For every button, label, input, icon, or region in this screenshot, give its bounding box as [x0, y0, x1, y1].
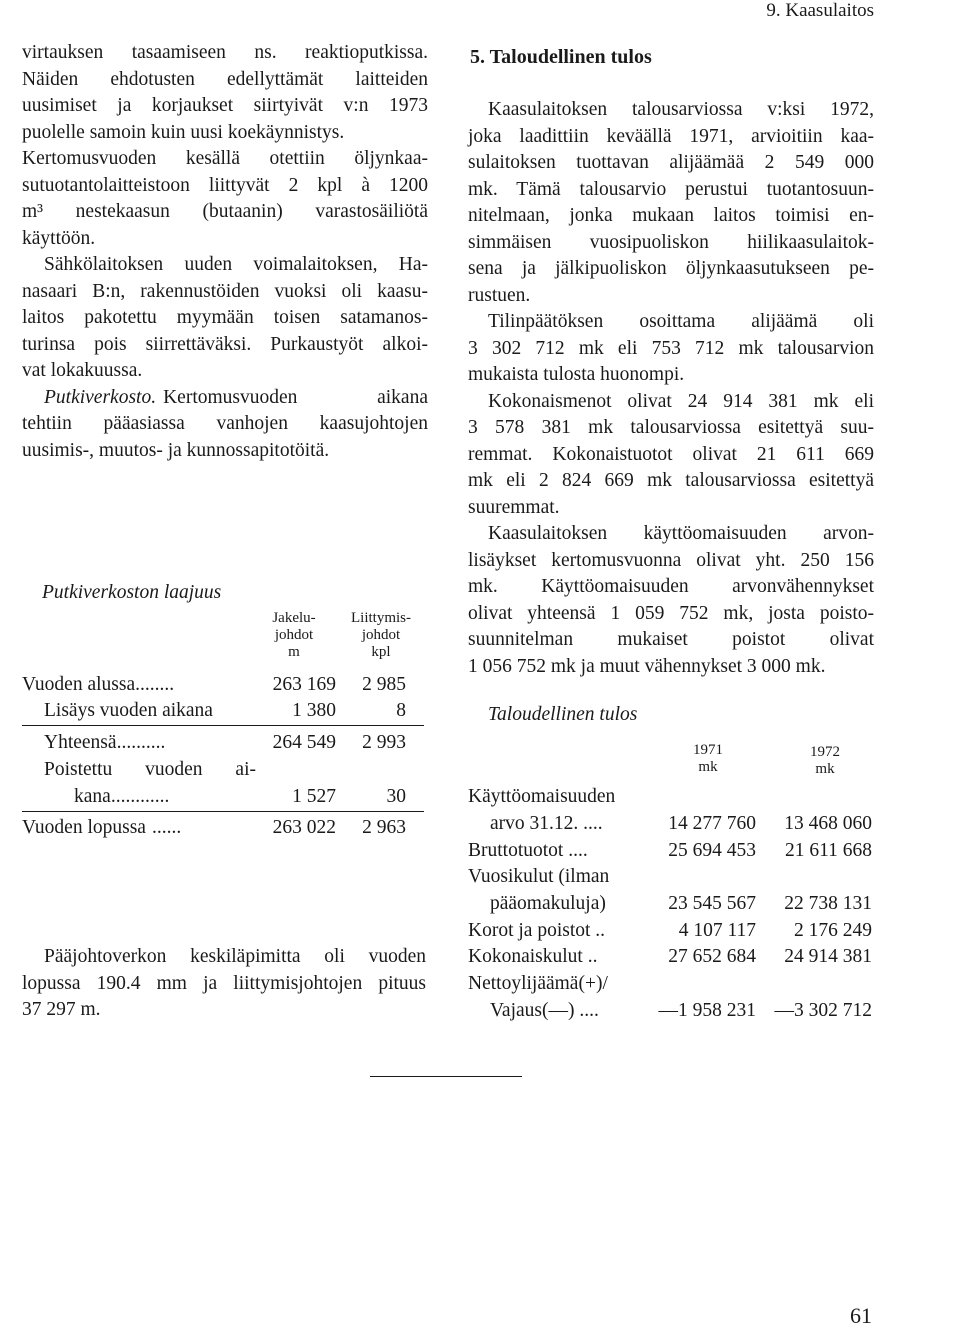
- text-line: 1 056 752 mk ja muut vähennykset 3 000 mk.: [468, 655, 826, 677]
- row-label: Vuosikulut (ilman: [468, 866, 610, 887]
- row-value-1971: 25 694 453: [668, 840, 756, 861]
- pipe-table-caption: Putkiverkoston laajuus: [42, 582, 222, 603]
- text-line: uusimiset ja korjaukset siirtyivät v:n 1973: [22, 95, 428, 116]
- row-value-1971: 23 545 567: [668, 893, 756, 914]
- table-rule: [22, 811, 424, 812]
- result-col1-header: [668, 742, 748, 776]
- row-value-1971: —1 958 231: [658, 1000, 756, 1021]
- row-value-1972: 2 176 249: [794, 920, 872, 941]
- header-line: 1972: [810, 744, 840, 760]
- row-label: Korot ja poistot ..: [468, 920, 606, 941]
- row-label: Nettoylijäämä(+)/: [468, 973, 608, 994]
- row-value-1972: 21 611 668: [784, 840, 872, 861]
- row-label: Yhteensä..........: [44, 732, 166, 753]
- row-value-jakelu: 263 022: [272, 817, 336, 838]
- text-line: nasaari B:n, rakennustöiden vuoksi oli kaasu-: [22, 280, 428, 302]
- table-row: [468, 918, 874, 944]
- header-line: m: [288, 644, 300, 660]
- header-line: Jakelu-: [272, 610, 316, 626]
- right-column-text: [468, 97, 874, 680]
- row-value-jakelu: 264 549: [272, 732, 336, 753]
- row-label: Poistettu vuoden ai-: [44, 759, 256, 780]
- text-line: käyttöön.: [22, 227, 96, 249]
- row-value-1971: 4 107 117: [678, 920, 756, 941]
- text-segment: Kertomusvuoden aikana: [163, 386, 428, 408]
- text-line: sutuotantolaitteistoon liittyvät 2 kpl à 1200: [22, 174, 428, 196]
- table-row: [468, 784, 874, 810]
- left-column-text: [22, 40, 428, 464]
- text-line: joka laadittiin keväällä 1971, arvioitiin kaa-: [468, 125, 874, 147]
- row-label: Vuoden alussa........: [22, 674, 175, 695]
- text-line: Kaasulaitoksen talousarviossa v:ksi 1972,: [488, 99, 874, 120]
- row-value-liittymis: 8: [396, 700, 406, 721]
- row-label: pääomakuluja): [490, 893, 606, 914]
- header-line: kpl: [371, 644, 391, 660]
- table-row: [22, 784, 422, 810]
- row-label: kana............: [74, 786, 170, 807]
- text-line: Kaasulaitoksen käyttöomaisuuden arvon-: [488, 523, 874, 544]
- header-line: johdot: [274, 627, 314, 643]
- text-line: mk. Tämä talousarvio perustui tuotantosuun-: [468, 178, 874, 200]
- row-value-1972: 24 914 381: [784, 946, 872, 967]
- text-line: m³ nestekaasun (butaanin) varastosäiliötä: [22, 201, 428, 222]
- row-value-liittymis: 30: [386, 786, 406, 807]
- text-line: 3 578 381 mk talousarviossa esitettyä suu-: [468, 417, 874, 438]
- text-line: uusimis-, muutos- ja kunnossapitotöitä.: [22, 439, 330, 461]
- table-row: [468, 971, 874, 997]
- row-value-liittymis: 2 963: [362, 817, 406, 838]
- row-label: Vuoden lopussa ......: [22, 817, 182, 838]
- row-value-1972: 22 738 131: [784, 893, 872, 914]
- row-label: Käyttöomaisuuden: [468, 786, 616, 807]
- text-line: 3 302 712 mk eli 753 712 mk talousarvion: [468, 337, 874, 359]
- table-row: [22, 815, 422, 841]
- pipe-col2-header: [336, 610, 426, 661]
- result-table-caption: Taloudellinen tulos: [488, 704, 638, 725]
- table-row: [22, 757, 422, 783]
- table-row: [468, 891, 874, 917]
- table-row: [22, 698, 422, 724]
- text-line: Kertomusvuoden kesällä otettiin öljynkaa-: [22, 148, 428, 169]
- text-line: nitelmaan, jonka mukaan laitos toimisi en-: [468, 205, 874, 226]
- row-value-jakelu: 263 169: [272, 674, 336, 695]
- row-value-1971: 27 652 684: [668, 946, 756, 967]
- text-line: vat lokakuussa.: [22, 360, 143, 381]
- text-line: Näiden ehdotusten edellyttämät laitteiden: [22, 68, 428, 90]
- text-line: simmäisen vuosipuoliskon hiilikaasulaitok-: [468, 231, 874, 253]
- header-line: johdot: [361, 627, 401, 643]
- text-line: remmat. Kokonaistuotot olivat 21 611 669: [468, 443, 874, 465]
- row-label: Lisäys vuoden aikana: [44, 700, 213, 721]
- row-value-jakelu: 1 527: [292, 786, 336, 807]
- text-line: rustuen.: [468, 284, 531, 306]
- row-value-1972: 13 468 060: [784, 813, 872, 834]
- row-label: Kokonaiskulut ..: [468, 946, 598, 967]
- putkiverkosto-line: [22, 385, 428, 412]
- header-line: Liittymis-: [351, 610, 411, 626]
- result-col2-header: [785, 744, 865, 778]
- text-line: Kokonaismenot olivat 24 914 381 mk eli: [488, 390, 874, 412]
- header-line: mk: [815, 761, 835, 777]
- table-row: [468, 944, 874, 970]
- table-row: [468, 864, 874, 890]
- text-line: olivat yhteensä 1 059 752 mk, josta poisto-: [468, 602, 874, 624]
- run-in-heading: Putkiverkosto.: [44, 386, 157, 408]
- row-value-liittymis: 2 993: [362, 732, 406, 753]
- table-row: [22, 672, 422, 698]
- text-line: Tilinpäätöksen osoittama alijäämä oli: [488, 311, 874, 332]
- text-line: puolelle samoin kuin uusi koekäynnistys.: [22, 121, 345, 143]
- row-value-jakelu: 1 380: [292, 700, 336, 721]
- left-footer-paragraph: [22, 944, 426, 1024]
- text-line: 37 297 m.: [22, 999, 101, 1020]
- pipe-col1-header: [256, 610, 332, 661]
- text-line: turinsa pois siirrettäväksi. Purkaustyöt alkoi-: [22, 333, 428, 355]
- section-title: 5. Taloudellinen tulos: [470, 46, 652, 68]
- text-line: lopussa 190.4 mm ja liittymisjohtojen pituus: [22, 972, 426, 994]
- text-line: mukaista tulosta huonompi.: [468, 364, 685, 385]
- header-line: mk: [698, 759, 718, 775]
- text-line: tehtiin pääasiassa vanhojen kaasujohtojen: [22, 413, 428, 434]
- running-header: 9. Kaasulaitos: [766, 0, 874, 21]
- row-label: Vajaus(—) ....: [490, 1000, 599, 1021]
- text-line: laitos pakotettu myymään toisen satamanos-: [22, 307, 428, 328]
- text-line: virtauksen tasaamiseen ns. reaktioputkissa.: [22, 42, 428, 63]
- text-line: mk. Käyttöomaisuuden arvonvähennykset: [468, 576, 874, 597]
- row-label: arvo 31.12. ....: [490, 813, 603, 834]
- text-line: mk eli 2 824 669 mk talousarviossa esitettyä: [468, 470, 874, 491]
- text-line: suuremmat.: [468, 496, 560, 518]
- header-line: 1971: [693, 742, 723, 758]
- text-line: Pääjohtoverkon keskiläpimitta oli vuoden: [44, 946, 426, 967]
- table-row: [468, 838, 874, 864]
- row-value-liittymis: 2 985: [362, 674, 406, 695]
- row-value-1971: 14 277 760: [668, 813, 756, 834]
- table-rule: [22, 725, 424, 726]
- table-row: [468, 998, 874, 1024]
- table-row: [468, 811, 874, 837]
- text-line: sulaitoksen tuottavan alijäämää 2 549 000: [468, 152, 874, 173]
- row-label: Bruttotuotot ....: [468, 840, 588, 861]
- table-row: [22, 730, 422, 756]
- text-line: Sähkölaitoksen uuden voimalaitoksen, Ha-: [44, 254, 428, 275]
- row-value-1972: —3 302 712: [774, 1000, 872, 1021]
- text-line: sena ja jälkipuoliskon öljynkaasutukseen pe-: [468, 258, 874, 279]
- text-line: suunnitelman mukaiset poistot olivat: [468, 629, 874, 650]
- page-number: 61: [850, 1303, 872, 1328]
- section-divider: [370, 1076, 522, 1077]
- text-line: lisäykset kertomusvuonna olivat yht. 250 156: [468, 549, 874, 571]
